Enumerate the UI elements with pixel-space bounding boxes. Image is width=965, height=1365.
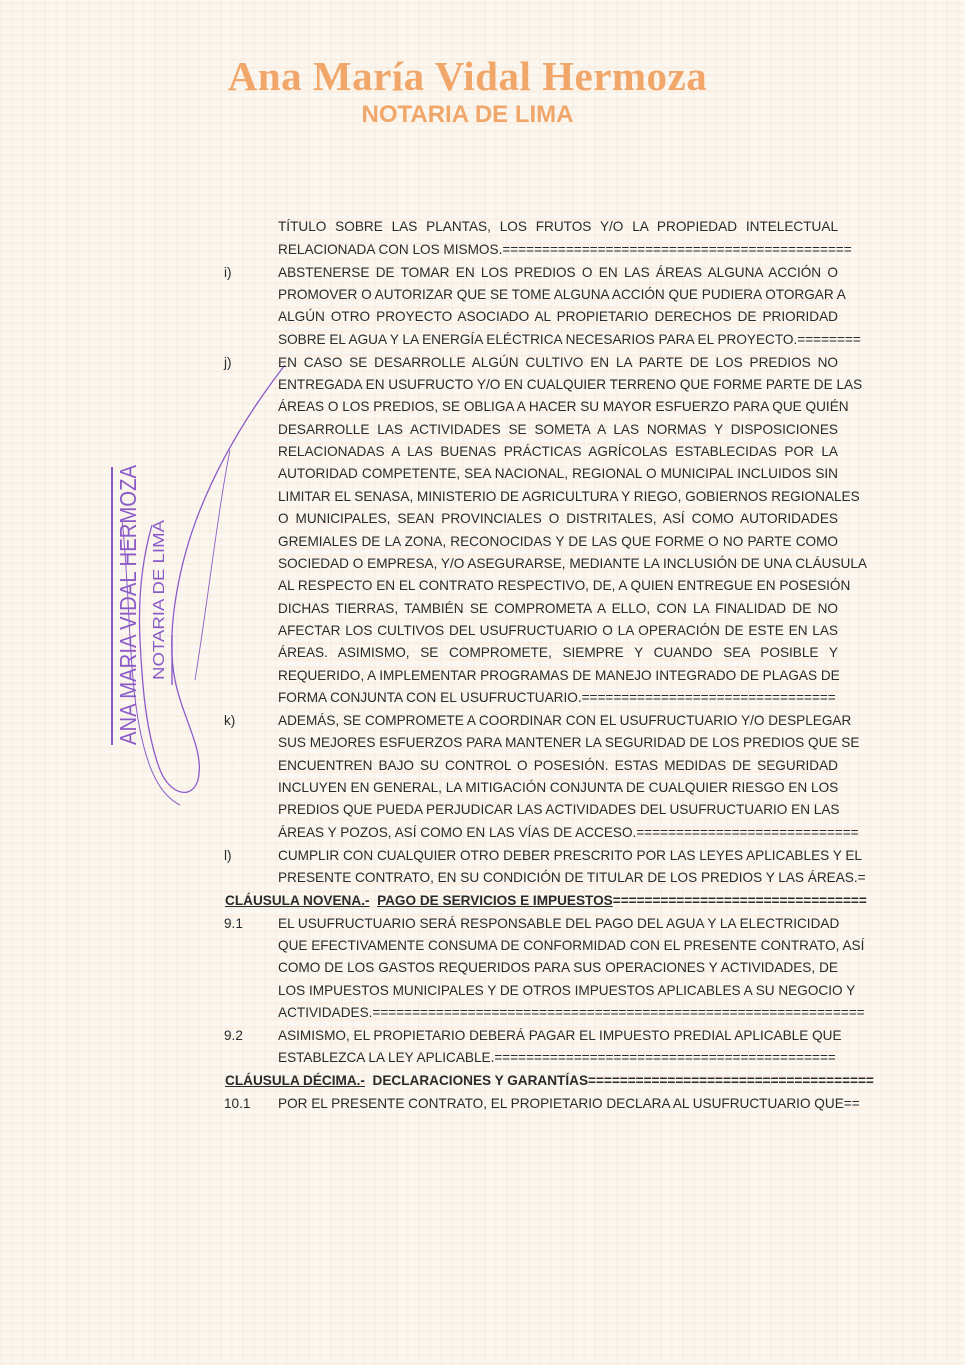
doc-line: ABSTENERSE DE TOMAR EN LOS PREDIOS O EN LAS ÁREAS ALGUNA ACCIÓN O xyxy=(278,265,838,280)
doc-line: EL USUFRUCTUARIO SERÁ RESPONSABLE DEL PAGO DEL AGUA Y LA ELECTRICIDAD xyxy=(278,916,840,931)
doc-line: EN CASO SE DESARROLLE ALGÚN CULTIVO EN LA PARTE DE LOS PREDIOS NO xyxy=(278,355,838,370)
item-marker: 9.2 xyxy=(224,1028,243,1043)
doc-line: ÁREAS. ASIMISMO, SE COMPROMETE, SIEMPRE Y CUANDO SEA POSIBLE Y xyxy=(278,645,838,660)
doc-line: INCLUYEN EN GENERAL, LA MITIGACIÓN CONJUNTA DE CUALQUIER RIESGO EN LOS xyxy=(278,780,839,795)
clause-fill: ==================================== xyxy=(588,1073,874,1088)
notary-name-header: Ana María Vidal Hermoza xyxy=(227,53,708,99)
doc-line: QUE EFECTIVAMENTE CONSUMA DE CONFORMIDAD CON EL PRESENTE CONTRATO, ASÍ xyxy=(278,938,865,953)
doc-line: PREDIOS QUE PUEDA PERJUDICAR LAS ACTIVIDADES DEL USUFRUCTUARIO EN LAS xyxy=(278,802,840,817)
doc-line: AFECTAR LOS CULTIVOS DEL USUFRUCTUARIO O LA OPERACIÓN DE ESTE EN LAS xyxy=(278,623,838,638)
doc-line: O MUNICIPALES, SEAN PROVINCIALES O DISTRITALES, ASÍ COMO AUTORIDADES xyxy=(278,511,838,526)
clause-heading xyxy=(225,892,867,910)
item-marker: l) xyxy=(224,848,232,863)
doc-line: CUMPLIR CON CUALQUIER OTRO DEBER PRESCRITO POR LAS LEYES APLICABLES Y EL xyxy=(278,848,862,863)
item-marker: j) xyxy=(224,355,232,370)
doc-line: POR EL PRESENTE CONTRATO, EL PROPIETARIO DECLARA AL USUFRUCTUARIO QUE== xyxy=(278,1096,860,1111)
doc-line: PRESENTE CONTRATO, EN SU CONDICIÓN DE TITULAR DE LOS PREDIOS Y LAS ÁREAS.= xyxy=(278,870,866,885)
notary-title-header: NOTARIA DE LIMA xyxy=(361,101,574,128)
doc-line: GREMIALES DE LA ZONA, RECONOCIDAS Y DE LAS QUE FORME O NO PARTE COMO xyxy=(278,534,838,549)
doc-line: ASIMISMO, EL PROPIETARIO DEBERÁ PAGAR EL IMPUESTO PREDIAL APLICABLE QUE xyxy=(278,1028,842,1043)
doc-line: AL RESPECTO EN EL CONTRATO RESPECTIVO, DE, A QUIEN ENTREGUE EN POSESIÓN xyxy=(278,578,851,593)
doc-line: LOS IMPUESTOS MUNICIPALES Y DE OTROS IMPUESTOS APLICABLES A SU NEGOCIO Y xyxy=(278,983,856,998)
doc-line: COMO DE LOS GASTOS REQUERIDOS PARA SUS OPERACIONES Y ACTIVIDADES, DE xyxy=(278,960,838,975)
doc-line: DICHAS TIERRAS, TAMBIÉN SE COMPROMETA A ELLO, CON LA FINALIDAD DE NO xyxy=(278,601,838,616)
clause-fill: ================================ xyxy=(612,893,867,908)
doc-line: DESARROLLE LAS ACTIVIDADES SE SOMETA A LAS NORMAS Y DISPOSICIONES xyxy=(278,422,838,437)
doc-line: SOBRE EL AGUA Y LA ENERGÍA ELÉCTRICA NECESARIOS PARA EL PROYECTO.======== xyxy=(278,332,861,347)
doc-line: SUS MEJORES ESFUERZOS PARA MANTENER LA SEGURIDAD DE LOS PREDIOS QUE SE xyxy=(278,735,860,750)
doc-line: ACTIVIDADES.============================================================== xyxy=(278,1005,865,1020)
item-marker: i) xyxy=(224,265,232,280)
doc-line: RELACIONADAS A LAS BUENAS PRÁCTICAS AGRÍCOLAS ESTABLECIDAS POR LA xyxy=(278,444,838,459)
doc-line: ESTABLEZCA LA LEY APLICABLE.=========================================== xyxy=(278,1050,836,1065)
doc-line: SOCIEDAD O EMPRESA, Y/O ASEGURARSE, MEDIANTE LA INCLUSIÓN DE UNA CLÁUSULA xyxy=(278,556,867,571)
doc-line: ÁREAS O LOS PREDIOS, SE OBLIGA A HACER SU MAYOR ESFUERZO PARA QUE QUIÉN xyxy=(278,399,849,414)
clause-title: PAGO DE SERVICIOS E IMPUESTOS xyxy=(377,893,613,908)
clause-heading xyxy=(225,1072,874,1090)
stamp-line-2: NOTARIA DE LIMA xyxy=(151,542,168,680)
doc-line: ENTREGADA EN USUFRUCTO Y/O EN CUALQUIER TERRENO QUE FORME PARTE DE LAS xyxy=(278,377,863,392)
doc-line: ADEMÁS, SE COMPROMETE A COORDINAR CON EL USUFRUCTUARIO Y/O DESPLEGAR xyxy=(278,713,852,728)
doc-line: RELACIONADA CON LOS MISMOS.============================================ xyxy=(278,242,852,257)
doc-line: AUTORIDAD COMPETENTE, SEA NACIONAL, REGIONAL O MUNICIPAL INCLUIDOS SIN xyxy=(278,466,838,481)
clause-label: CLÁUSULA DÉCIMA.- xyxy=(225,1073,365,1088)
stamp-line-1: ANA MARIA VIDAL HERMOZA xyxy=(115,427,141,745)
item-marker: 9.1 xyxy=(224,916,243,931)
item-marker: k) xyxy=(224,713,236,728)
doc-line: PROMOVER O AUTORIZAR QUE SE TOME ALGUNA ACCIÓN QUE PUDIERA OTORGAR A xyxy=(278,287,846,302)
doc-line: FORMA CONJUNTA CON EL USUFRUCTUARIO.================================ xyxy=(278,690,836,705)
doc-line: TÍTULO SOBRE LAS PLANTAS, LOS FRUTOS Y/O LA PROPIEDAD INTELECTUAL xyxy=(278,219,838,234)
item-marker: 10.1 xyxy=(224,1096,251,1111)
doc-line: LIMITAR EL SENASA, MINISTERIO DE AGRICULTURA Y RIEGO, GOBIERNOS REGIONALES xyxy=(278,489,860,504)
doc-line: ALGÚN OTRO PROYECTO ASOCIADO AL PROPIETARIO DERECHOS DE PRIORIDAD xyxy=(278,309,838,324)
clause-title: DECLARACIONES Y GARANTÍAS xyxy=(372,1073,589,1088)
clause-label: CLÁUSULA NOVENA.- xyxy=(225,893,370,908)
doc-line: ENCUENTREN BAJO SU CONTROL O POSESIÓN. ESTAS MEDIDAS DE SEGURIDAD xyxy=(278,758,838,773)
doc-line: REQUERIDO, A IMPLEMENTAR PROGRAMAS DE MANEJO INTEGRADO DE PLAGAS DE xyxy=(278,668,840,683)
doc-line: ÁREAS Y POZOS, ASÍ COMO EN LAS VÍAS DE ACCESO.============================ xyxy=(278,825,859,840)
